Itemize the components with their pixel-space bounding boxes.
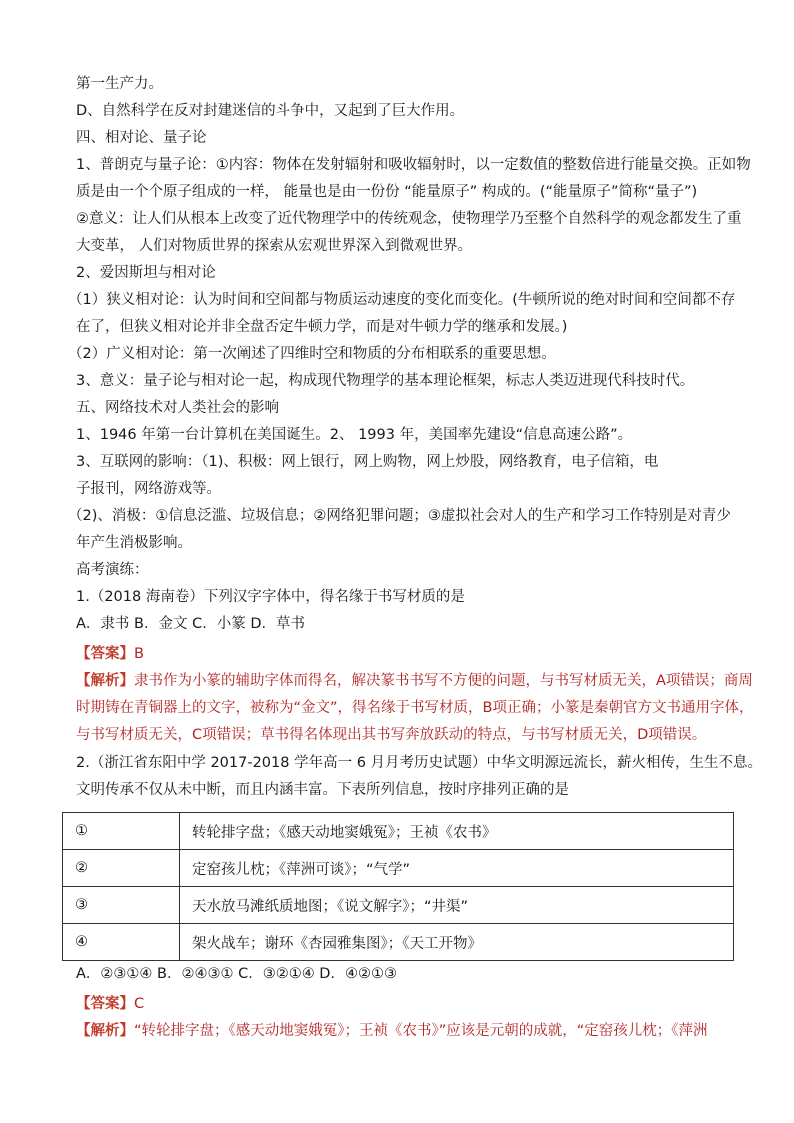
info-table [62, 812, 734, 961]
text-line: ②意义：让人们从根本上改变了近代物理学中的传统观念，使物理学乃至整个自然科学的观念都发生了重 [76, 211, 742, 227]
table-row [63, 850, 734, 887]
question-options: A．②③①④ B．②④③① C．③②①④ D．④②①③ [76, 966, 397, 982]
question-stem: 1.（2018 海南卷）下列汉字字体中，得名缘于书写材质的是 [76, 589, 465, 605]
table-row [63, 813, 734, 850]
row-number: ④ [63, 924, 180, 961]
row-text: 定窑孩儿枕；《萍洲可谈》；“气学” [180, 850, 734, 887]
text-line: （2）广义相对论：第一次阐述了四维时空和物质的分布相联系的重要思想。 [68, 346, 556, 362]
explain-line [76, 671, 753, 691]
text-line: 2、爱因斯坦与相对论 [76, 265, 216, 281]
row-number: ③ [63, 887, 180, 924]
answer-label: 【答案】 [76, 646, 134, 662]
text-line: 质是由一个个原子组成的一样， 能量也是由一份份 “能量原子” 构成的。(“能量原子”简称“量子”) [76, 184, 698, 200]
text-line: 3、互联网的影响：（1)、积极：网上银行，网上购物，网上炒股，网络教育，电子信箱，电 [76, 454, 659, 470]
text-line: 1、1946 年第一台计算机在美国诞生。2、 1993 年，美国率先建设“信息高速公路”。 [76, 427, 633, 443]
text-line: 年产生消极影响。 [76, 535, 192, 551]
question-options: A．隶书 B．金文 C．小篆 D．草书 [76, 616, 305, 632]
text-line: 3、意义：量子论与相对论一起，构成现代物理学的基本理论框架，标志人类迈进现代科技时代。 [76, 373, 695, 389]
text-line: 第一生产力。 [76, 76, 163, 92]
answer-value: C [134, 996, 145, 1012]
explain-text: 时期铸在青铜器上的文字，被称为“金文”，得名缘于书写材质，B项正确；小篆是秦朝官方文书通用字体， [76, 700, 754, 716]
table-row [63, 887, 734, 924]
explain-line [76, 1021, 708, 1041]
section-heading: 四、相对论、量子论 [76, 130, 207, 146]
row-number: ② [63, 850, 180, 887]
text-line: D、自然科学在反对封建迷信的斗争中，又起到了巨大作用。 [76, 103, 465, 119]
answer-value: B [134, 646, 144, 662]
answer-line [76, 644, 144, 664]
text-line: 在了，但狭义相对论并非全盘否定牛顿力学，而是对牛顿力学的继承和发展。) [76, 319, 568, 335]
text-line: （1）狭义相对论：认为时间和空间都与物质运动速度的变化而变化。(牛顿所说的绝对时间和空间都不存 [68, 292, 736, 308]
question-stem: 文明传承不仅从未中断，而且内涵丰富。下表所列信息，按时序排列正确的是 [76, 782, 569, 798]
section-heading: 五、网络技术对人类社会的影响 [76, 400, 279, 416]
text-line: 1、普朗克与量子论：①内容：物体在发射辐射和吸收辐射时，以一定数值的整数倍进行能量交换。正如物 [76, 157, 751, 173]
text-line: 子报刊，网络游戏等。 [76, 481, 221, 497]
question-stem: 2.（浙江省东阳中学 2017-2018 学年高一 6 月月考历史试题）中华文明源远流长，薪火相传，生生不息。 [76, 755, 763, 771]
row-text: 天水放马滩纸质地图；《说文解字》；“井渠” [180, 887, 734, 924]
row-text: 转轮排字盘；《感天动地窦娥冤》；王祯《农书》 [180, 813, 734, 850]
text-line: （2)、消极：①信息泛滥、垃圾信息；②网络犯罪问题；③虚拟社会对人的生产和学习工作特别是对青少 [68, 508, 731, 524]
answer-label: 【答案】 [76, 996, 134, 1012]
section-heading: 高考演练： [76, 562, 149, 578]
explain-text: “转轮排字盘；《感天动地窦娥冤》；王祯《农书》”应该是元朝的成就，“定窑孩儿枕；《萍洲 [134, 1023, 708, 1039]
explain-text: 隶书作为小篆的辅助字体而得名，解决篆书书写不方便的问题，与书写材质无关，A项错误；商周 [134, 673, 753, 689]
explain-label: 【解析】 [76, 1023, 134, 1039]
explain-label: 【解析】 [76, 673, 134, 689]
explain-text: 与书写材质无关，C项错误；草书得名体现出其书写奔放跃动的特点，与书写材质无关，D项错误。 [76, 727, 707, 743]
answer-line [76, 994, 144, 1014]
row-text: 架火战车；谢环《杏园雅集图》；《天工开物》 [180, 924, 734, 961]
row-number: ① [63, 813, 180, 850]
text-line: 大变革， 人们对物质世界的探索从宏观世界深入到微观世界。 [76, 238, 473, 254]
table-row [63, 924, 734, 961]
